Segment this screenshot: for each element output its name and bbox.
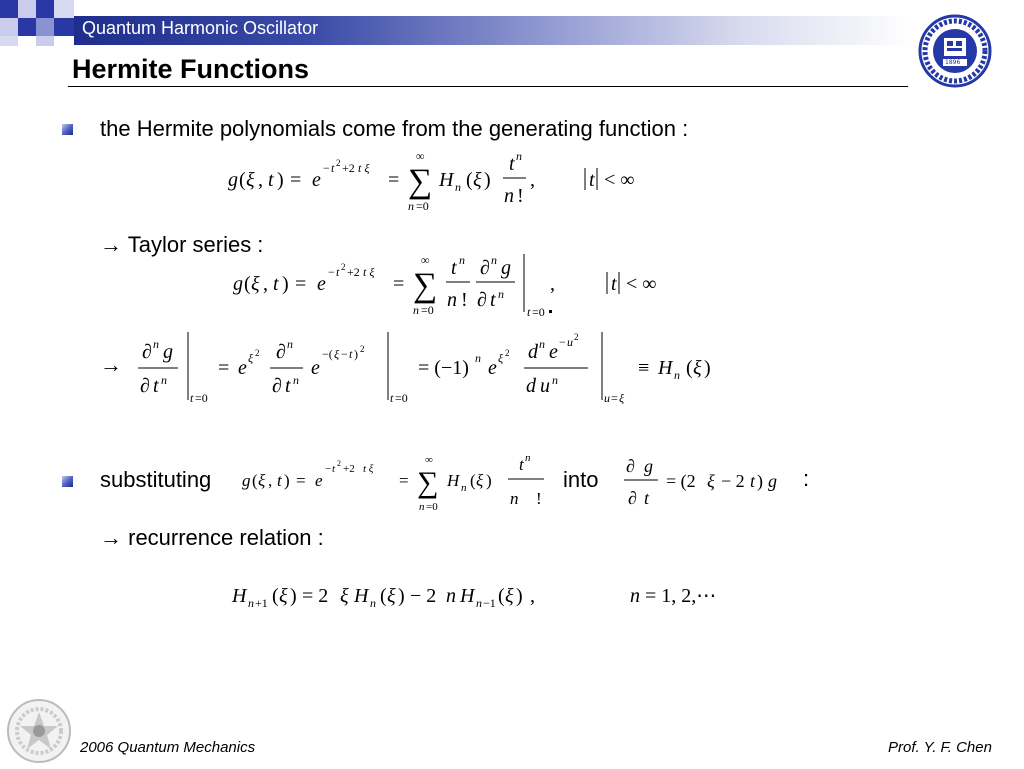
svg-text:n: n — [504, 185, 514, 207]
svg-text:n: n — [461, 482, 467, 494]
equation-recurrence-relation — [232, 576, 752, 621]
svg-text:,: , — [268, 471, 273, 490]
bullet-generating-function: the Hermite polynomials come from the generating function : — [100, 116, 689, 141]
svg-text:g: g — [233, 273, 243, 295]
svg-text:ξ: ξ — [476, 471, 484, 490]
into-label: into — [563, 467, 599, 492]
svg-text:n: n — [674, 368, 680, 382]
svg-text:): ) — [354, 347, 358, 361]
decor-square — [18, 18, 36, 36]
svg-text:t: t — [332, 463, 336, 475]
page-title: Hermite Functions — [72, 54, 310, 84]
svg-text:∞: ∞ — [416, 149, 425, 163]
svg-text:t: t — [527, 305, 531, 319]
svg-text:−: − — [323, 161, 330, 175]
svg-text:n: n — [459, 253, 465, 267]
svg-text:∂: ∂ — [477, 289, 487, 311]
svg-text:=: = — [399, 471, 409, 490]
svg-text:2: 2 — [337, 459, 341, 468]
svg-text:∑: ∑ — [417, 466, 439, 499]
svg-text:ξ: ξ — [258, 471, 266, 490]
svg-text:(: ( — [252, 471, 258, 490]
svg-text:ξ: ξ — [387, 585, 396, 607]
svg-text:ξ: ξ — [246, 169, 255, 191]
svg-text:t: t — [277, 471, 282, 490]
svg-text:t: t — [349, 347, 353, 361]
svg-text:!: ! — [461, 289, 468, 311]
svg-text:): ) — [704, 357, 711, 379]
svg-text:t: t — [644, 488, 650, 508]
svg-text:t: t — [611, 273, 617, 295]
svg-text:): ) — [290, 585, 297, 607]
svg-text:t: t — [490, 289, 496, 311]
svg-text:2: 2 — [255, 348, 260, 358]
svg-text:n: n — [419, 501, 425, 513]
svg-text:H: H — [232, 585, 247, 607]
svg-text:H: H — [354, 585, 369, 607]
svg-text:,: , — [530, 585, 535, 607]
decor-square — [36, 36, 54, 46]
svg-text:n: n — [447, 289, 457, 311]
svg-text:ξ: ξ — [248, 351, 254, 365]
svg-text:≡: ≡ — [638, 357, 650, 379]
svg-text:n: n — [630, 585, 640, 607]
footer-left-text: 2006 Quantum Mechanics — [80, 739, 256, 756]
svg-text:n: n — [446, 585, 456, 607]
svg-text:+2: +2 — [347, 265, 360, 279]
bullet-icon — [62, 124, 73, 135]
svg-text:t: t — [451, 257, 457, 279]
svg-text:H: H — [658, 357, 673, 379]
svg-text:n: n — [552, 373, 558, 387]
substituting-label: substituting — [100, 467, 212, 492]
svg-text:2: 2 — [360, 344, 365, 354]
svg-text:,: , — [550, 273, 555, 295]
svg-text:=: = — [295, 273, 307, 295]
svg-text:−(: −( — [322, 347, 333, 361]
svg-text:ξ: ξ — [707, 471, 715, 491]
colon-mark: : — [803, 466, 810, 491]
svg-text:n: n — [525, 452, 531, 464]
svg-text:ξ: ξ — [251, 273, 260, 295]
equation-taylor-expansion — [233, 252, 673, 327]
svg-text:n: n — [370, 596, 376, 610]
svg-text:∑: ∑ — [413, 267, 438, 304]
svg-text:n: n — [248, 596, 254, 610]
svg-text:t: t — [273, 273, 279, 295]
svg-text:): ) — [757, 471, 763, 491]
svg-text:< ∞: < ∞ — [604, 169, 635, 191]
svg-text:!: ! — [517, 185, 524, 207]
svg-text:+2: +2 — [342, 161, 355, 175]
svg-text:2: 2 — [505, 348, 510, 358]
footer-right-text: Prof. Y. F. Chen — [888, 739, 992, 756]
svg-text:n: n — [153, 337, 159, 351]
svg-text:(: ( — [466, 169, 473, 191]
svg-text:g: g — [768, 471, 777, 491]
svg-text:,: , — [263, 273, 268, 295]
svg-text:H: H — [439, 169, 454, 191]
svg-text:−1: −1 — [483, 596, 496, 610]
svg-text:e: e — [238, 357, 247, 379]
svg-text:): ) — [282, 273, 289, 295]
svg-text:−: − — [341, 347, 348, 361]
svg-text:): ) — [516, 585, 523, 607]
svg-text:t: t — [336, 265, 340, 279]
svg-text:=0: =0 — [416, 199, 429, 213]
svg-text:+1: +1 — [255, 596, 268, 610]
svg-text:=: = — [611, 391, 618, 405]
svg-text:g: g — [501, 257, 511, 279]
svg-text:n: n — [476, 596, 482, 610]
svg-text:=: = — [393, 273, 405, 295]
svg-text:= (−1): = (−1) — [418, 357, 469, 379]
svg-text:): ) — [277, 169, 284, 191]
svg-text:− 2: − 2 — [410, 585, 437, 607]
decor-square — [0, 18, 18, 36]
svg-text:g: g — [644, 456, 653, 476]
svg-text:t: t — [509, 153, 515, 175]
svg-text:): ) — [484, 169, 491, 191]
svg-text:n: n — [161, 373, 167, 387]
svg-text:g: g — [163, 341, 173, 363]
svg-text:u: u — [604, 391, 610, 405]
svg-text:(: ( — [272, 585, 279, 607]
svg-text:t ξ: t ξ — [363, 265, 375, 279]
svg-text:− 2: − 2 — [721, 471, 745, 491]
svg-text:n: n — [539, 337, 545, 351]
svg-text:n: n — [408, 199, 414, 213]
svg-text:t: t — [331, 161, 335, 175]
svg-text:n: n — [455, 180, 461, 194]
svg-text:e: e — [317, 273, 326, 295]
svg-text:(: ( — [498, 585, 505, 607]
svg-text:H: H — [460, 585, 475, 607]
svg-text:2: 2 — [341, 262, 346, 272]
logo-year: 1896 — [945, 59, 961, 66]
svg-text:d: d — [528, 341, 538, 363]
svg-text:): ) — [284, 471, 290, 490]
svg-text:!: ! — [536, 489, 542, 508]
decor-square — [54, 18, 74, 36]
svg-text:n: n — [475, 351, 481, 365]
svg-text:(: ( — [244, 273, 251, 295]
svg-text:t: t — [268, 169, 274, 191]
svg-text:∂: ∂ — [140, 375, 150, 397]
svg-text:=: = — [218, 357, 230, 379]
svg-text:=: = — [296, 471, 306, 490]
svg-text:e: e — [315, 471, 323, 490]
decor-square — [0, 0, 18, 18]
svg-text:(: ( — [380, 585, 387, 607]
svg-text:=0: =0 — [426, 501, 438, 513]
svg-text:ξ: ξ — [279, 585, 288, 607]
decor-square — [18, 0, 36, 18]
svg-text:=0: =0 — [532, 305, 545, 319]
svg-text:e: e — [488, 357, 497, 379]
svg-text:n: n — [498, 287, 504, 301]
svg-text:,: , — [258, 169, 263, 191]
svg-text:ξ: ξ — [334, 347, 340, 361]
arrow-symbol: → — [100, 352, 122, 377]
svg-text:2: 2 — [574, 332, 579, 342]
svg-text:g: g — [242, 471, 251, 490]
decor-square — [0, 36, 18, 46]
svg-text:−: − — [559, 335, 566, 349]
svg-text:∂: ∂ — [272, 375, 282, 397]
taylor-series-label: → Taylor series : — [100, 232, 264, 257]
svg-text:ξ: ξ — [498, 351, 504, 365]
svg-text:t ξ: t ξ — [358, 161, 370, 175]
svg-text:ξ: ξ — [619, 391, 625, 405]
svg-text:∂: ∂ — [480, 257, 490, 279]
svg-text:∂: ∂ — [628, 488, 637, 508]
svg-text:t: t — [285, 375, 291, 397]
svg-text:t ξ: t ξ — [363, 463, 374, 475]
svg-text:= 2: = 2 — [302, 585, 329, 607]
svg-text:H: H — [447, 471, 460, 490]
equation-derivative-hermite — [136, 330, 736, 415]
svg-text:t: t — [519, 455, 524, 474]
svg-text:t: t — [589, 169, 595, 191]
svg-text:,: , — [530, 169, 535, 191]
svg-text:−: − — [328, 265, 335, 279]
svg-text:=0: =0 — [395, 391, 408, 405]
svg-text:n: n — [491, 253, 497, 267]
svg-text:(: ( — [239, 169, 246, 191]
svg-text:=: = — [290, 169, 302, 191]
svg-text:d: d — [526, 375, 536, 397]
svg-text:ξ: ξ — [505, 585, 514, 607]
bullet-icon — [62, 476, 73, 487]
svg-text:t: t — [190, 391, 194, 405]
svg-text:(: ( — [470, 471, 476, 490]
svg-text:): ) — [398, 585, 405, 607]
footer-seal-icon — [4, 698, 74, 764]
svg-text:∞: ∞ — [421, 253, 430, 267]
svg-text:∂: ∂ — [626, 456, 635, 476]
svg-text:< ∞: < ∞ — [626, 273, 657, 295]
svg-text:ξ: ξ — [473, 169, 482, 191]
svg-text:+2: +2 — [343, 463, 355, 475]
svg-text:n: n — [293, 373, 299, 387]
banner-title: Quantum Harmonic Oscillator — [82, 18, 319, 38]
svg-text:n: n — [413, 303, 419, 317]
recurrence-label: → recurrence relation : — [100, 525, 324, 550]
svg-text:t: t — [153, 375, 159, 397]
equation-partial-derivative — [622, 452, 802, 517]
svg-text:∞: ∞ — [425, 454, 433, 466]
svg-text:= (2: = (2 — [666, 471, 696, 491]
decor-square — [54, 0, 74, 18]
equation-generating-function — [228, 148, 658, 219]
svg-text:u: u — [567, 335, 573, 349]
svg-text:e: e — [312, 169, 321, 191]
equation-substitution-generating — [242, 452, 552, 523]
svg-text:−: − — [325, 463, 332, 475]
svg-text:t: t — [750, 471, 756, 491]
svg-text:∂: ∂ — [276, 341, 286, 363]
decor-square — [36, 18, 54, 36]
svg-text:(: ( — [686, 357, 693, 379]
svg-text:= 1, 2,⋯: = 1, 2,⋯ — [645, 585, 717, 607]
svg-text:e: e — [311, 357, 320, 379]
svg-text:ξ: ξ — [340, 585, 349, 607]
title-underline — [68, 86, 908, 87]
svg-text:=0: =0 — [195, 391, 208, 405]
svg-text:u: u — [540, 375, 550, 397]
svg-text:ξ: ξ — [693, 357, 702, 379]
svg-text:t: t — [390, 391, 394, 405]
decor-square — [36, 0, 54, 18]
svg-text:=: = — [388, 169, 400, 191]
svg-text:n: n — [510, 489, 519, 508]
svg-text:∑: ∑ — [408, 163, 433, 200]
svg-text:n: n — [516, 149, 522, 163]
svg-text:e: e — [549, 341, 558, 363]
svg-text:g: g — [228, 169, 238, 191]
university-seal-logo — [918, 14, 992, 88]
svg-text:2: 2 — [336, 158, 341, 168]
svg-text:): ) — [486, 471, 492, 490]
svg-text:=0: =0 — [421, 303, 434, 317]
svg-text:n: n — [287, 337, 293, 351]
svg-text:∂: ∂ — [142, 341, 152, 363]
